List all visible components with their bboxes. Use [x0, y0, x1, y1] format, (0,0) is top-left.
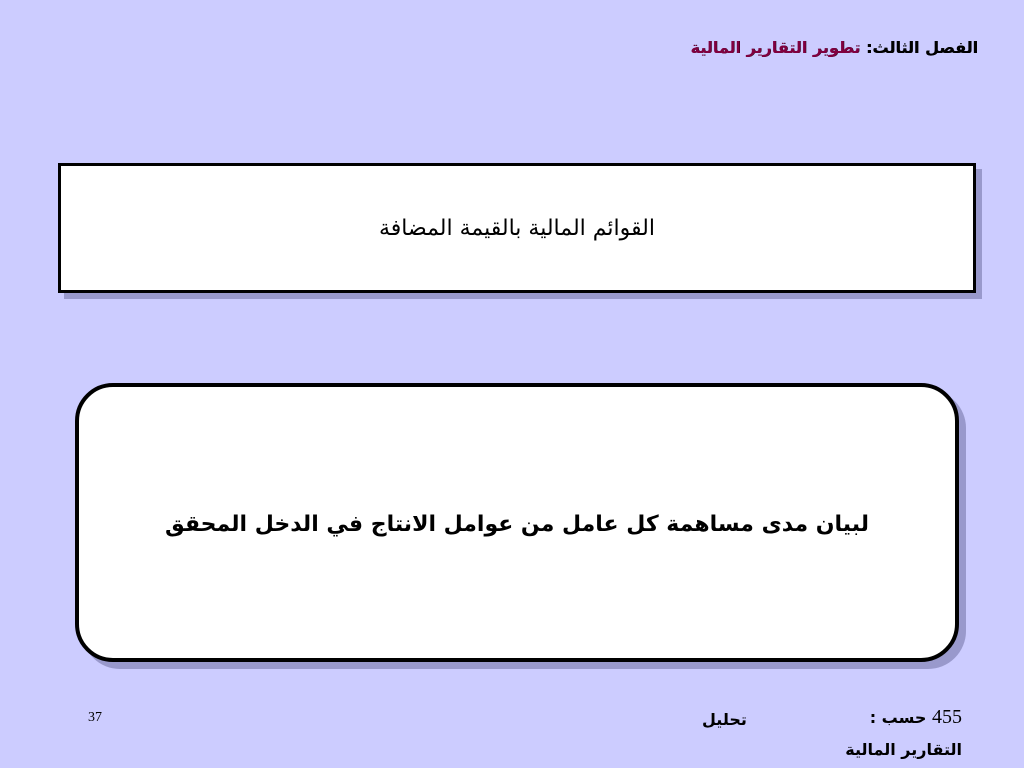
title-box	[58, 163, 976, 293]
footer-course-code	[870, 706, 962, 729]
course-number: 455	[932, 706, 962, 728]
page-number: 37	[88, 710, 102, 725]
purpose-box	[75, 383, 959, 662]
purpose-text: لبيان مدى مساهمة كل عامل من عوامل الانتاج في الدخل المحقق	[165, 512, 869, 537]
course-dept: حسب :	[869, 708, 927, 727]
footer-word-analysis: تحليل	[702, 710, 747, 729]
chapter-header	[691, 38, 979, 57]
chapter-title: تطوير التقارير المالية	[690, 38, 861, 57]
slide-title: القوائم المالية بالقيمة المضافة	[379, 215, 655, 241]
chapter-label: الفصل الثالث:	[866, 38, 978, 57]
footer-course-title: التقارير المالية	[845, 740, 962, 759]
